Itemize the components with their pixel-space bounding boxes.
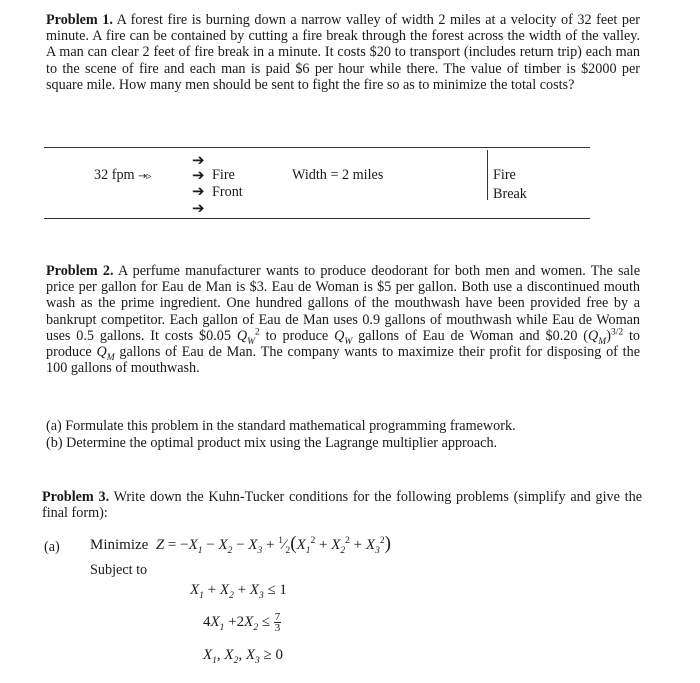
problem-2-heading: Problem 2. [46, 263, 114, 279]
fire-break-break-label: Break [493, 186, 527, 202]
speed-label: 32 fpm →▹ [94, 167, 152, 183]
subject-to-label: Subject to [90, 562, 148, 578]
problem-2-item-a: (a) Formulate this problem in the standard mathematical programming framework. [46, 418, 516, 434]
width-label: Width = 2 miles [292, 167, 384, 183]
seven-thirds-fraction: $\frac{7}{3}$ [274, 611, 281, 634]
constraint-nonnegativity: $X_1$, $X_2$, $X_3 \ge 0$ [203, 647, 283, 666]
fire-arrow-icon: ➔ [192, 199, 205, 217]
front-label: Front [212, 184, 243, 200]
qw-symbol: $Q_W$ [334, 327, 353, 347]
speed-arrow-icon: →▹ [138, 171, 152, 182]
problem-2-paragraph: Problem 2. A perfume manufacturer wants to produce deodorant for both men and women. The sale price per gallon for Eau de Man is $3. Eau de Woman is $5 per gallon. Both use a discontinued mouth wash as the prime ingredient. One hundred gallons of the mouthwash have been provided free by a bankrupt competitor. Each gallon of Eau de Man uses 0.9 gallons of mouthwash while Eau de Woman uses 0.5 gallons. It costs $0.05 $Q_W^2$ to produce $Q_W$ gallons of Eau de Woman and $0.20 $(Q_M)^{3/2}$ to produce $Q_M$ gallons of Eau de Man. The company wants to maximize their profit for disposing of the 100 gallons of mouthwash. [46, 263, 641, 377]
objective-function: Minimize $Z = -X_1 - X_2 - X_3$ + $^1⁄_2(X_1^2 + X_2^2 + X_3^2)$ [90, 533, 391, 556]
constraint-1: $X_1 + X_2 + X_3 \le 1$ [190, 582, 287, 601]
part-a-label: (a) [44, 539, 60, 555]
problem-1-text: A forest fire is burning down a narrow valley of width 2 miles at a velocity of 32 feet per minute. A fire can be contained by cutting a fire break through the forest across the width of the valley. A man can clear 2 feet of fire break in a minute. It costs $20 to transport (includes return trip) each man to the scene of fire and each man is paid $6 per hour while there. The value of timber is $2000 per square mile. How many men should be sent to fight the fire so as to minimize the total costs? [46, 12, 640, 93]
qm-power: $(Q_M)^{3/2}$ [583, 327, 624, 347]
fire-break-line [487, 150, 488, 200]
objective-expression: $Z = -X_1 - X_2 - X_3$ + $^1⁄_2(X_1^2 + X_2^2 + X_3^2)$ [152, 533, 391, 556]
constraint-2: $4X_1 +2X_2$ ≤ $\frac{7}{3}$ [203, 611, 281, 634]
fire-arrow-icon: ➔ [192, 182, 205, 200]
fire-arrow-icon: ➔ [192, 166, 205, 184]
qm-symbol: $Q_M$ [96, 344, 115, 363]
fire-break-fire-label: Fire [493, 167, 516, 183]
valley-bottom-edge [44, 218, 590, 219]
fire-label: Fire [212, 167, 235, 183]
fire-arrow-icon: ➔ [192, 151, 205, 169]
problem-3-text: Write down the Kuhn-Tucker conditions for the following problems (simplify and give the final form): [42, 489, 643, 522]
problem-1-paragraph [46, 12, 640, 93]
qw-squared: $Q_W^2$ [236, 327, 260, 347]
problem-3-paragraph [42, 489, 642, 521]
problem-3-heading: Problem 3. [42, 489, 110, 505]
valley-top-edge [44, 147, 590, 148]
problem-2-item-b: (b) Determine the optimal product mix using the Lagrange multiplier approach. [46, 435, 498, 451]
problem-1-heading: Problem 1. [46, 12, 113, 28]
